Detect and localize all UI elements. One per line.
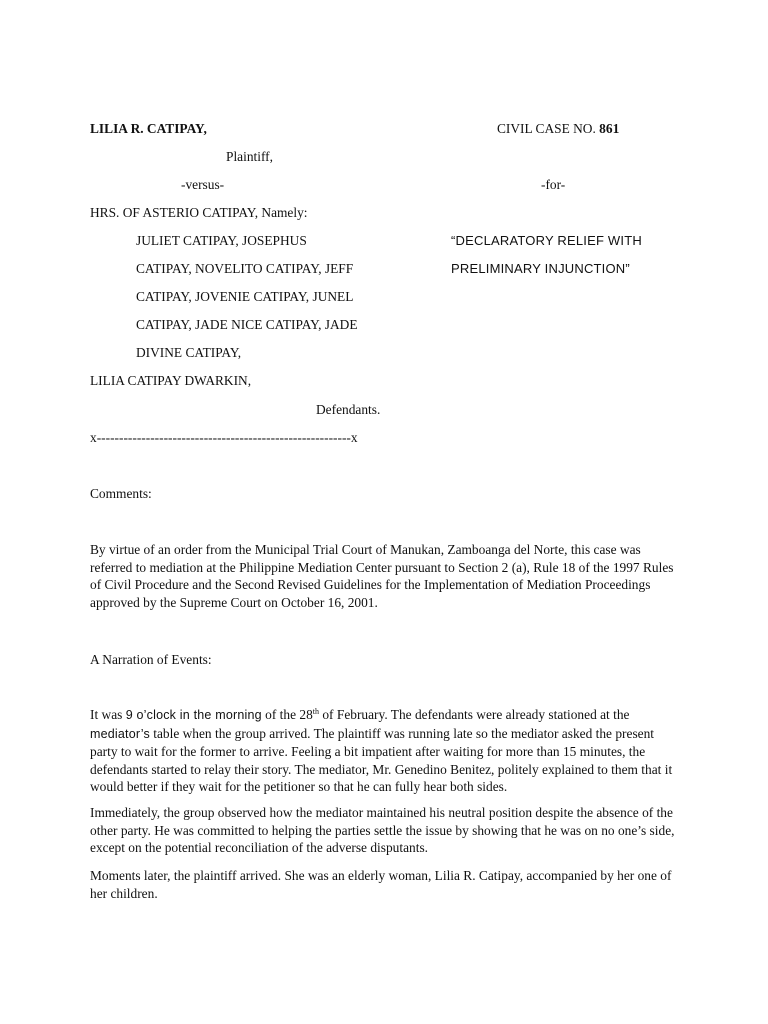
case-title-line: “DECLARATORY RELIEF WITH <box>451 233 642 248</box>
narration-paragraph-1 <box>90 706 680 796</box>
plaintiff-name: LILIA R. CATIPAY, <box>90 121 207 136</box>
defendants-role: Defendants. <box>316 402 381 417</box>
case-number: 861 <box>599 121 620 136</box>
for-label: -for- <box>541 177 566 192</box>
narration-text: of February. The defendants were already stationed at the <box>319 707 630 722</box>
ordinal-suffix: th <box>312 707 320 716</box>
narration-paragraph-3 <box>90 867 680 902</box>
narration-mediator-word: mediator’s <box>90 726 150 741</box>
defendant-line: CATIPAY, JADE NICE CATIPAY, JADE <box>136 317 358 332</box>
plaintiff-role: Plaintiff, <box>226 149 273 164</box>
case-number-line <box>497 121 619 137</box>
case-title-line: PRELIMINARY INJUNCTION” <box>451 261 630 276</box>
caption-separator: x---------------------------------------------------------x <box>90 430 358 445</box>
defendant-line: JULIET CATIPAY, JOSEPHUS <box>136 233 307 248</box>
versus-label: -versus- <box>181 177 225 192</box>
narration-text: It was <box>90 707 126 722</box>
intro-paragraph <box>90 541 680 611</box>
narration-text: table when the group arrived. The plaintiff was running late so the mediator asked the present party to wait for the former to arrive. Feeling a bit impatient after waiting for more than 15 minutes, the defendants started to relay their story. The mediator, Mr. Genedino Benitez, politely explained to them that it would better if they wait for the petitioner so that he can fully hear both sides. <box>90 725 673 794</box>
narration-heading: A Narration of Events: <box>90 652 212 667</box>
defendant-line: CATIPAY, JOVENIE CATIPAY, JUNEL <box>136 289 354 304</box>
narration-paragraph-3-text: Moments later, the plaintiff arrived. She was an elderly woman, Lilia R. Catipay, accompanied by her one of her children. <box>90 868 672 901</box>
additional-defendant: LILIA CATIPAY DWARKIN, <box>90 373 252 388</box>
defendant-line: DIVINE CATIPAY, <box>136 345 242 360</box>
defendant-line: CATIPAY, NOVELITO CATIPAY, JEFF <box>136 261 354 276</box>
intro-paragraph-text: By virtue of an order from the Municipal Trial Court of Manukan, Zamboanga del Norte, this case was referred to mediation at the Philippine Mediation Center pursuant to Section 2 (a), Rule 18 of the 1997 Rules of Civil Procedure and the Second Revised Guidelines for the Implementation of Mediation Proceedings approved by the Supreme Court on October 16, 2001. <box>90 542 674 610</box>
narration-paragraph-2-text: Immediately, the group observed how the mediator maintained his neutral position despite the absence of the other party. He was committed to helping the parties settle the issue by showing that he was on no one’s side, except on the potential reconciliation of the adverse disputants. <box>90 805 675 855</box>
narration-paragraph-2 <box>90 804 680 857</box>
narration-text: of the 28 <box>261 707 313 722</box>
defendants-heading: HRS. OF ASTERIO CATIPAY, Namely: <box>90 205 308 220</box>
comments-heading: Comments: <box>90 486 152 501</box>
case-label: CIVIL CASE NO. <box>497 121 600 136</box>
narration-time: 9 o’clock in the morning <box>125 708 262 722</box>
